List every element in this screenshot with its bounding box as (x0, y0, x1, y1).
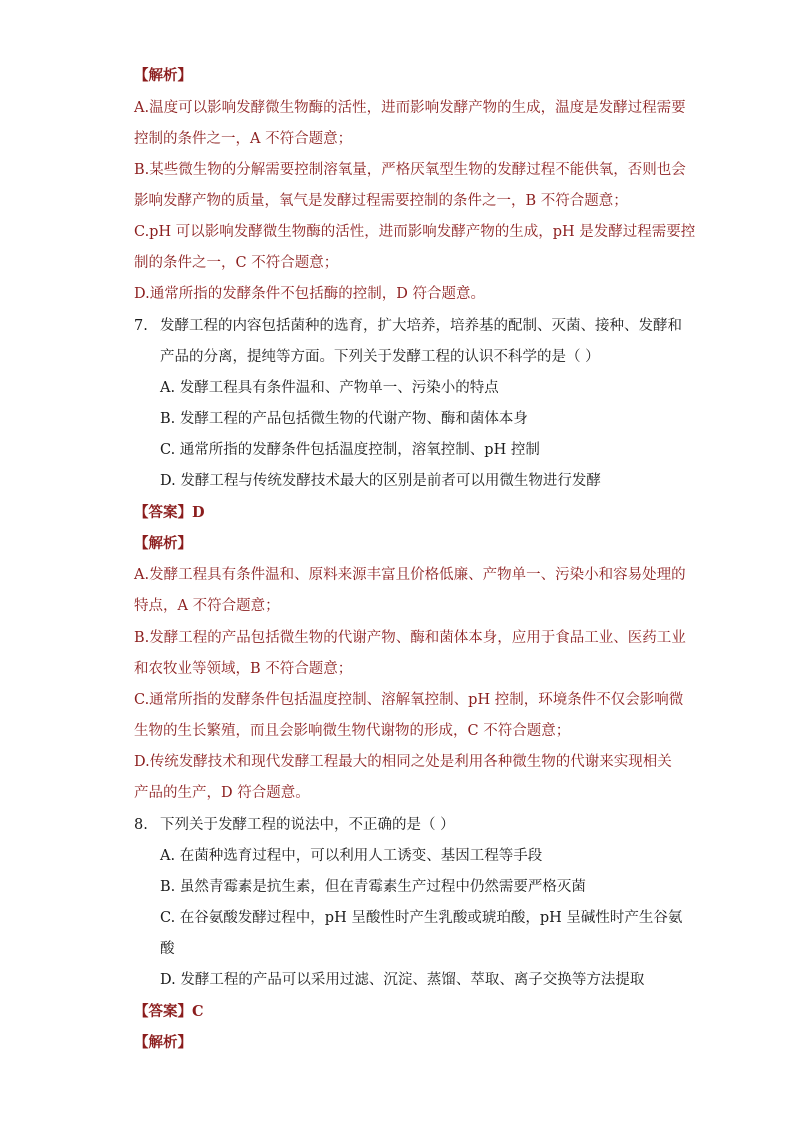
option-b: B. 虽然青霉素是抗生素，但在青霉素生产过程中仍然需要严格灭菌 (160, 879, 586, 895)
analysis-line: 和农牧业等领域，B 不符合题意； (134, 661, 353, 677)
analysis-heading: 【解析】 (134, 1034, 192, 1051)
question-number: 8. (134, 817, 148, 833)
option-a: A. 在菌种选育过程中，可以利用人工诱变、基因工程等手段 (160, 848, 543, 864)
analysis-line: D.通常所指的发酵条件不包括酶的控制，D 符合题意。 (134, 286, 485, 302)
analysis-line: C.通常所指的发酵条件包括温度控制、溶解氧控制、pH 控制，环境条件不仅会影响微 (134, 692, 684, 708)
analysis-line: B.某些微生物的分解需要控制溶氧量，严格厌氧型生物的发酵过程不能供氧，否则也会 (134, 162, 686, 178)
option-d: D. 发酵工程与传统发酵技术最大的区别是前者可以用微生物进行发酵 (160, 473, 601, 489)
answer-label: 【答案】C (134, 1003, 204, 1020)
option-c: C. 在谷氨酸发酵过程中，pH 呈酸性时产生乳酸或琥珀酸，pH 呈碱性时产生谷氨 (160, 910, 683, 926)
analysis-line: 控制的条件之一，A 不符合题意； (134, 131, 353, 147)
option-a: A. 发酵工程具有条件温和、产物单一、污染小的特点 (160, 380, 499, 396)
analysis-line: 产品的生产，D 符合题意。 (134, 785, 310, 801)
analysis-line: 特点，A 不符合题意； (134, 598, 280, 614)
analysis-line: D.传统发酵技术和现代发酵工程最大的相同之处是利用各种微生物的代谢来实现相关 (134, 754, 672, 770)
analysis-line: B.发酵工程的产品包括微生物的代谢产物、酶和菌体本身，应用于食品工业、医药工业 (134, 630, 686, 646)
answer-label: 【答案】D (134, 504, 205, 521)
question-stem: 产品的分离，提纯等方面。下列关于发酵工程的认识不科学的是（ ） (160, 349, 600, 365)
question-number: 7. (134, 318, 148, 334)
analysis-line: C.pH 可以影响发酵微生物酶的活性，进而影响发酵产物的生成，pH 是发酵过程需要控 (134, 224, 696, 240)
analysis-heading: 【解析】 (134, 535, 192, 552)
analysis-line: 制的条件之一，C 不符合题意； (134, 255, 339, 271)
option-b: B. 发酵工程的产品包括微生物的代谢产物、酶和菌体本身 (160, 411, 528, 427)
analysis-line: A.温度可以影响发酵微生物酶的活性，进而影响发酵产物的生成，温度是发酵过程需要 (134, 100, 686, 116)
analysis-line: A.发酵工程具有条件温和、原料来源丰富且价格低廉、产物单一、污染小和容易处理的 (134, 567, 686, 583)
analysis-line: 影响发酵产物的质量，氧气是发酵过程需要控制的条件之一，B 不符合题意； (134, 193, 628, 209)
analysis-line: 生物的生长繁殖，而且会影响微生物代谢物的形成，C 不符合题意； (134, 723, 571, 739)
option-c: C. 通常所指的发酵条件包括温度控制，溶氧控制、pH 控制 (160, 442, 540, 458)
analysis-heading: 【解析】 (134, 67, 192, 84)
option-c-continued: 酸 (160, 941, 175, 957)
option-d: D. 发酵工程的产品可以采用过滤、沉淀、蒸馏、萃取、离子交换等方法提取 (160, 972, 645, 988)
question-stem: 发酵工程的内容包括菌种的选育，扩大培养，培养基的配制、灭菌、接种、发酵和 (160, 318, 682, 334)
question-stem: 下列关于发酵工程的说法中，不正确的是（ ） (160, 817, 455, 833)
